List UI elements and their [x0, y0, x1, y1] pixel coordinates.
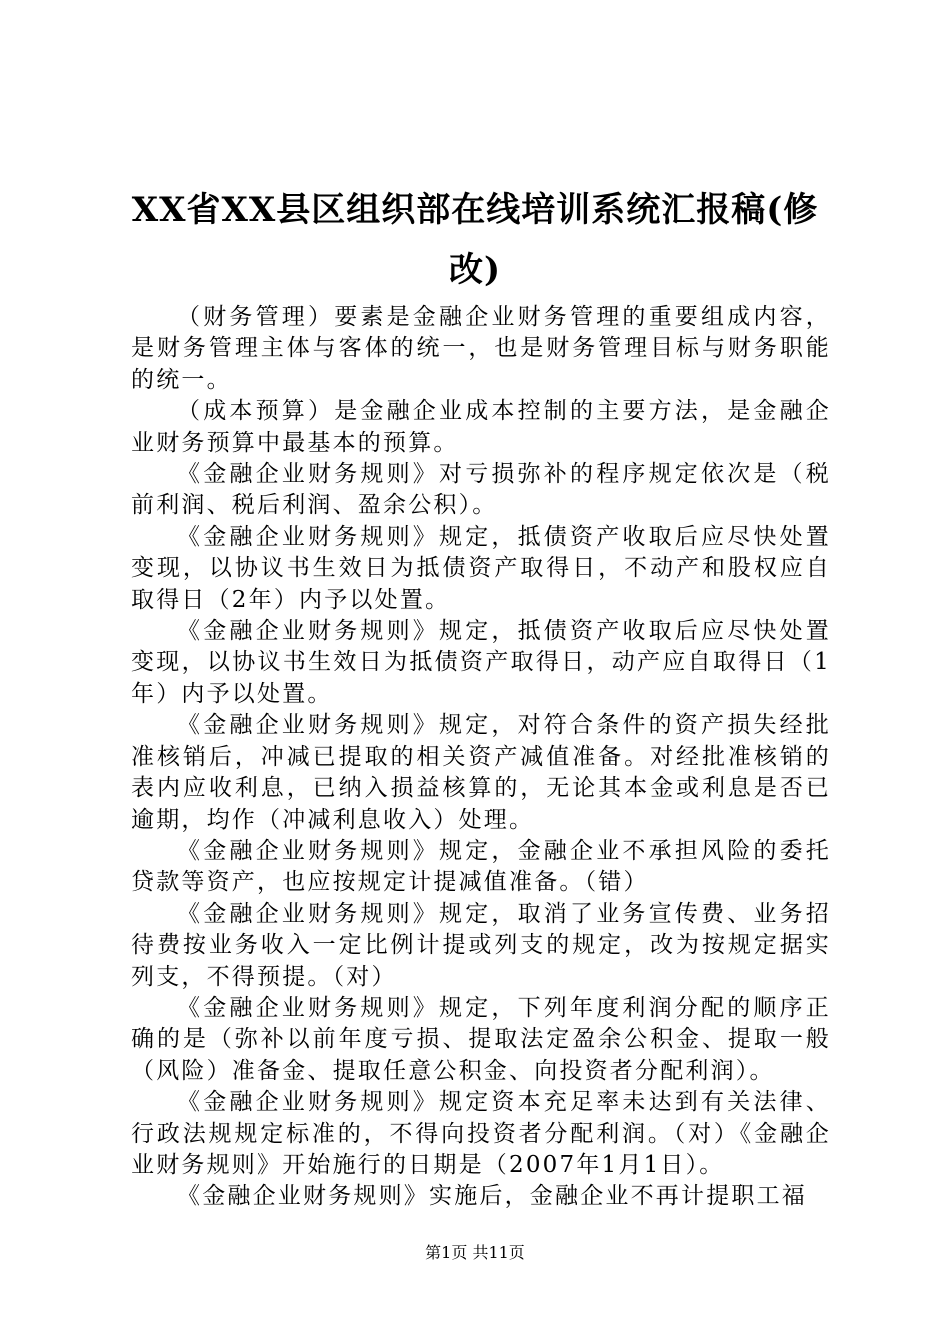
- paragraph: 《金融企业财务规则》规定，金融企业不承担风险的委托贷款等资产，也应按规定计提减值准备。（错）: [131, 837, 831, 896]
- document-body: [131, 302, 831, 1213]
- paragraph: 《金融企业财务规则》规定资本充足率未达到有关法律、行政法规规定标准的，不得向投资者分配利润。（对）《金融企业财务规则》开始施行的日期是（2007年1月1日）。: [131, 1089, 831, 1178]
- paragraph: 《金融企业财务规则》规定，取消了业务宣传费、业务招待费按业务收入一定比例计提或列支的规定，改为按规定据实列支，不得预提。（对）: [131, 900, 831, 990]
- paragraph: 《金融企业财务规则》规定，抵债资产收取后应尽快处置变现，以协议书生效日为抵债资产取得日，动产应自取得日（1年）内予以处置。: [131, 618, 831, 707]
- document-title: XX省XX县区组织部在线培训系统汇报稿(修改): [131, 190, 819, 290]
- paragraph: 《金融企业财务规则》规定，对符合条件的资产损失经批准核销后，冲减已提取的相关资产减值准备。对经批准核销的表内应收利息，已纳入损益核算的，无论其本金或利息是否已逾期，均作（冲减利息收入）处理。: [131, 712, 831, 833]
- paragraph: （成本预算）是金融企业成本控制的主要方法，是金融企业财务预算中最基本的预算。: [131, 398, 831, 456]
- paragraph: 《金融企业财务规则》实施后，金融企业不再计提职工福: [177, 1183, 807, 1210]
- paragraph: 《金融企业财务规则》规定，抵债资产收取后应尽快处置变现，以协议书生效日为抵债资产取得日，不动产和股权应自取得日（2年）内予以处置。: [131, 523, 831, 613]
- page-footer: 第1页 共11页: [425, 1243, 525, 1262]
- paragraph: 《金融企业财务规则》对亏损弥补的程序规定依次是（税前利润、税后利润、盈余公积）。: [131, 461, 831, 519]
- paragraph: 《金融企业财务规则》规定，下列年度利润分配的顺序正确的是（弥补以前年度亏损、提取法定盈余公积金、提取一般（风险）准备金、提取任意公积金、向投资者分配利润）。: [131, 994, 831, 1084]
- paragraph: （财务管理）要素是金融企业财务管理的重要组成内容，是财务管理主体与客体的统一，也是财务管理目标与财务职能的统一。: [131, 304, 831, 393]
